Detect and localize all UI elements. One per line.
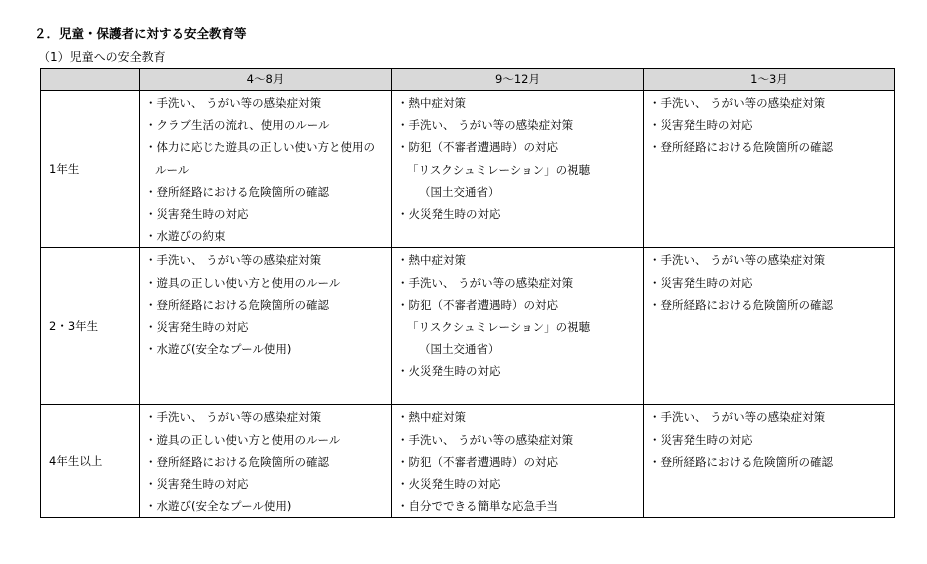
list-item: ・熱中症対策 (397, 253, 466, 268)
list-item: ・火災発生時の対応 (397, 476, 501, 491)
section-title: ２．児童・保護者に対する安全教育等 (34, 26, 247, 41)
cell-apr-aug (140, 248, 392, 405)
list-item: ・手洗い、 うがい等の感染症対策 (649, 410, 826, 425)
cell-sep-dec (392, 91, 644, 248)
safety-education-table (40, 68, 895, 518)
cell-sep-dec (392, 405, 644, 518)
list-item: ・水遊び(安全なプール使用) (145, 342, 292, 357)
list-item: ・クラブ生活の流れ、使用のルール (145, 118, 330, 133)
table-row (41, 405, 895, 518)
cell-jan-mar (644, 248, 895, 405)
cell-jan-mar (644, 91, 895, 248)
list-item: ・手洗い、 うがい等の感染症対策 (397, 275, 574, 290)
list-item: ・登所経路における危険箇所の確認 (649, 454, 833, 469)
list-item: ・登所経路における危険箇所の確認 (649, 297, 833, 312)
header-jan-mar: 1～3月 (644, 69, 895, 91)
list-item: ・災害発生時の対応 (145, 206, 249, 221)
list-item: ・火災発生時の対応 (397, 364, 501, 379)
grade-label: 1年生 (41, 91, 140, 248)
list-item: ・防犯（不審者遭遇時）の対応 (397, 297, 558, 312)
list-item: 「リスクシュミレーション」の視聴 (407, 319, 591, 334)
list-item: ・手洗い、 うがい等の感染症対策 (649, 253, 826, 268)
list-item: ・登所経路における危険箇所の確認 (145, 454, 329, 469)
list-item: ・災害発生時の対応 (649, 118, 753, 133)
list-item: ・体力に応じた遊具の正しい使い方と使用の (145, 140, 375, 155)
list-item: ・自分でできる簡単な応急手当 (397, 499, 558, 514)
table-header-row (41, 69, 895, 91)
cell-jan-mar (644, 405, 895, 518)
list-item: ・災害発生時の対応 (649, 432, 753, 447)
list-item: ・登所経路における危険箇所の確認 (649, 140, 833, 155)
table-row (41, 248, 895, 405)
list-item: ・登所経路における危険箇所の確認 (145, 184, 329, 199)
list-item: ・火災発生時の対応 (397, 206, 501, 221)
table-row (41, 91, 895, 248)
list-item: （国土交通省） (419, 184, 500, 199)
cell-apr-aug (140, 91, 392, 248)
grade-label: 4年生以上 (41, 405, 140, 518)
list-item: ・手洗い、 うがい等の感染症対策 (649, 96, 826, 110)
header-corner (41, 69, 140, 91)
list-item: ・手洗い、 うがい等の感染症対策 (145, 253, 322, 268)
header-apr-aug: 4～8月 (140, 69, 392, 91)
list-item: ・手洗い、 うがい等の感染症対策 (145, 410, 322, 425)
sub-title: （1）児童への安全教育 (38, 50, 166, 64)
list-item: ・手洗い、 うがい等の感染症対策 (397, 432, 574, 447)
list-item: ・水遊び(安全なプール使用) (145, 499, 292, 514)
list-item: ・防犯（不審者遭遇時）の対応 (397, 454, 558, 469)
list-item: ・遊具の正しい使い方と使用のルール (145, 275, 341, 290)
list-item: 「リスクシュミレーション」の視聴 (407, 162, 591, 177)
list-item: ・手洗い、 うがい等の感染症対策 (145, 96, 322, 110)
list-item: ・災害発生時の対応 (145, 476, 249, 491)
list-item: （国土交通省） (419, 342, 500, 357)
cell-sep-dec (392, 248, 644, 405)
grade-label: 2・3年生 (41, 248, 140, 405)
list-item: ・防犯（不審者遭遇時）の対応 (397, 140, 558, 155)
list-item: ・手洗い、 うがい等の感染症対策 (397, 118, 574, 133)
cell-apr-aug (140, 405, 392, 518)
list-item: ・登所経路における危険箇所の確認 (145, 297, 329, 312)
list-item: ・災害発生時の対応 (145, 319, 249, 334)
list-item: ・熱中症対策 (397, 410, 466, 425)
header-sep-dec: 9～12月 (392, 69, 644, 91)
list-item: ・熱中症対策 (397, 96, 466, 110)
list-item: ルール (155, 162, 190, 177)
list-item: ・災害発生時の対応 (649, 275, 753, 290)
list-item: ・水遊びの約束 (145, 229, 226, 244)
list-item: ・遊具の正しい使い方と使用のルール (145, 432, 341, 447)
